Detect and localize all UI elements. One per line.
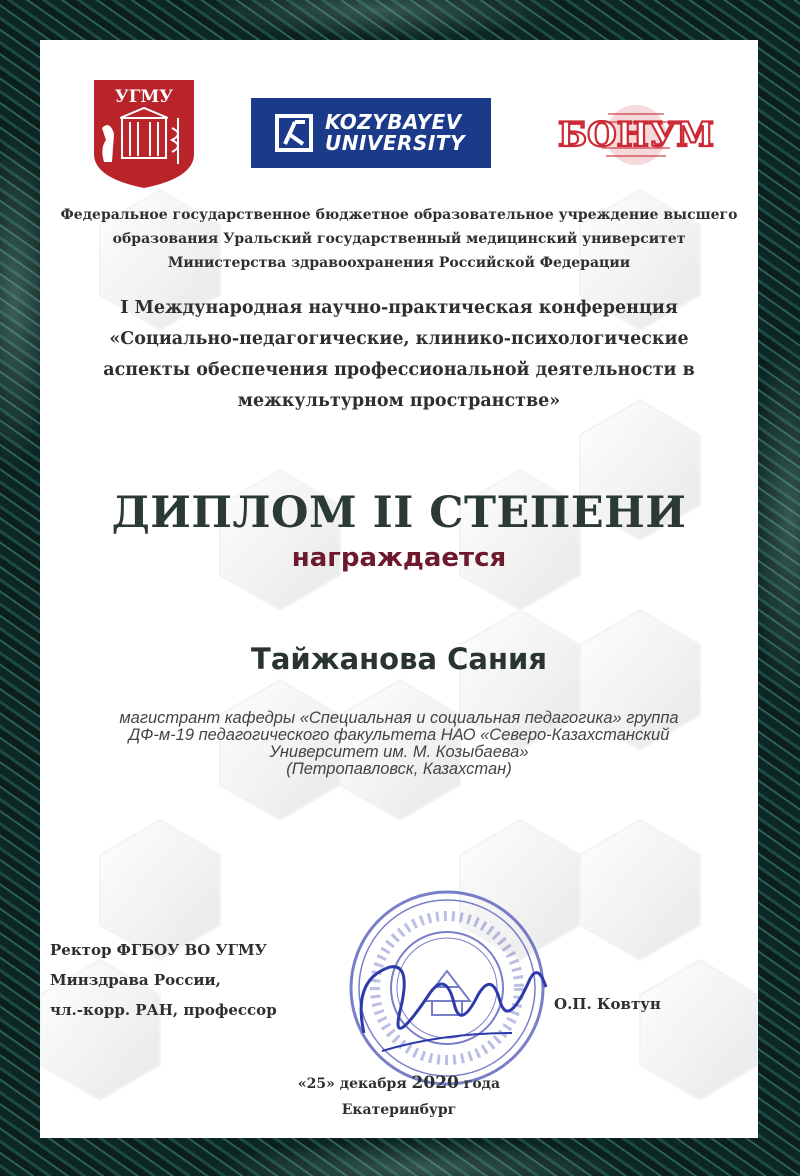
conference-line-3: аспекты обеспечения профессиональной деятельности в — [103, 360, 695, 380]
recipient-description — [60, 710, 738, 778]
kozybayev-logo-line2: UNIVERSITY — [325, 131, 465, 155]
ugmu-logo — [92, 78, 196, 190]
conference-line-4: межкультурном пространстве» — [237, 391, 561, 411]
signatory-title-line-3: чл.-корр. РАН, профессор — [50, 1001, 277, 1019]
kozybayev-university-logo — [251, 98, 491, 168]
signatory-name: О.П. Ковтун — [554, 995, 661, 1013]
ugmu-logo-text: УГМУ — [114, 87, 174, 107]
description-line-4: (Петропавловск, Казахстан) — [286, 760, 512, 778]
diploma-paper — [40, 40, 758, 1138]
diploma-title: ДИПЛОМ II СТЕПЕНИ — [111, 488, 687, 538]
signatory-title — [50, 935, 340, 1025]
diploma-content — [40, 40, 758, 1138]
conference-line-1: I Международная научно-практическая конференция — [120, 298, 678, 318]
issue-date-year: 2020 — [411, 1073, 459, 1093]
description-line-1: магистрант кафедры «Специальная и социальная педагогика» группа — [119, 709, 679, 727]
bonum-logo-text: БОНУМ — [557, 115, 715, 155]
signatory-title-line-2: Минздрава России, — [50, 971, 221, 989]
conference-line-2: «Социально-педагогические, клинико-психологические — [109, 329, 689, 349]
institution-line-1: Федеральное государственное бюджетное образовательное учреждение высшего — [60, 207, 738, 223]
official-stamp — [342, 883, 552, 1093]
issue-date — [40, 1073, 758, 1093]
issue-date-day: «25» декабря — [297, 1076, 407, 1092]
institution-line-3: Министерства здравоохранения Российской Федерации — [167, 255, 631, 271]
institution-line-2: образования Уральский государственный медицинский университет — [112, 231, 686, 247]
institution-name — [52, 203, 746, 275]
kozybayev-logo-line1: KOZYBAYEV — [325, 110, 462, 134]
description-line-3: Университет им. М. Козыбаева» — [269, 743, 529, 761]
issue-city: Екатеринбург — [341, 1102, 457, 1118]
bonum-logo — [536, 100, 736, 170]
recipient-name: Тайжанова Сания — [251, 642, 547, 676]
kozybayev-mark-icon — [271, 110, 317, 156]
awarded-label: награждается — [291, 543, 507, 573]
kozybayev-logo-text — [325, 112, 465, 154]
conference-title — [60, 293, 738, 417]
issue-date-suffix: года — [463, 1076, 501, 1092]
description-line-2: ДФ-м-19 педагогического факультета НАО «Северо-Казахстанский — [128, 726, 670, 744]
signatory-title-line-1: Ректор ФГБОУ ВО УГМУ — [50, 941, 267, 959]
